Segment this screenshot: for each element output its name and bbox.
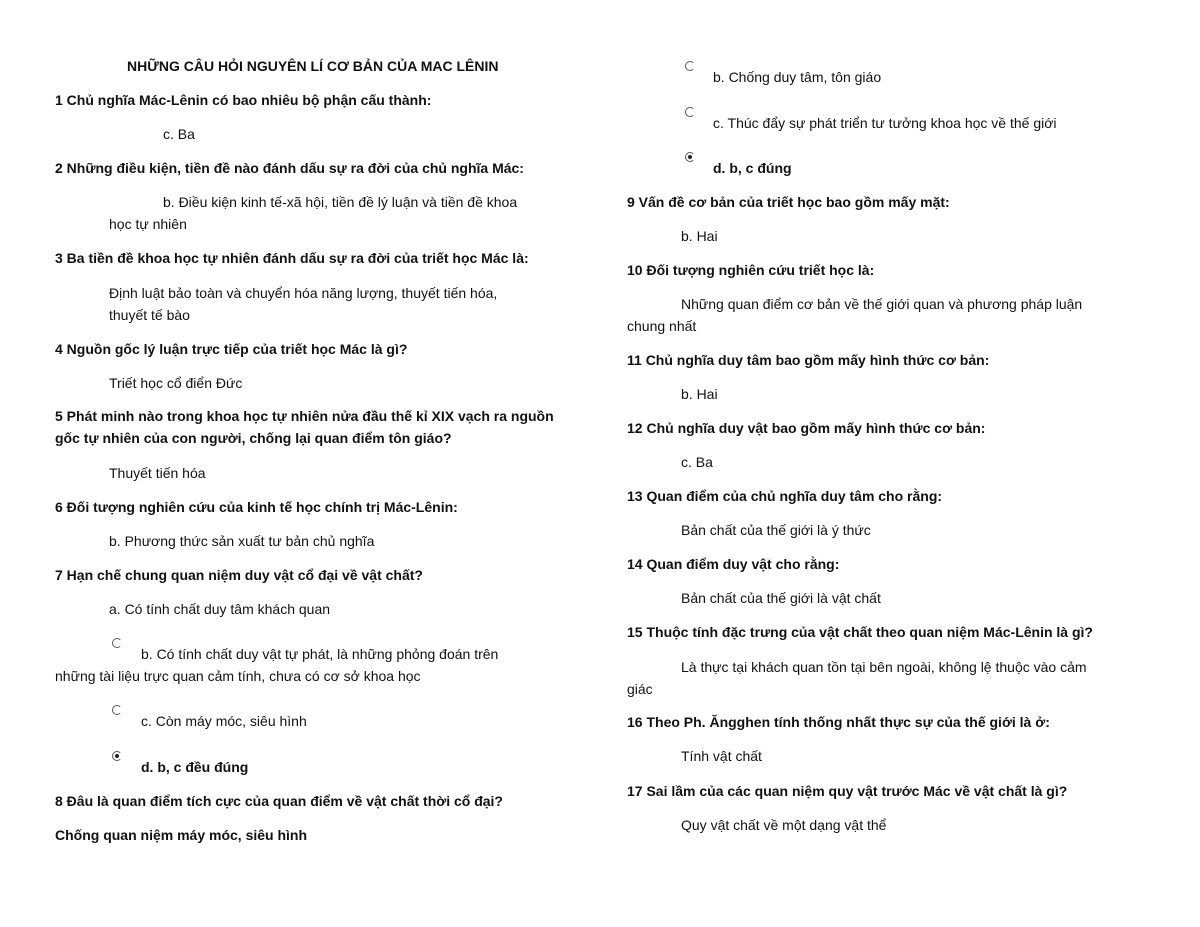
radio-8d-selected[interactable] [685, 152, 695, 162]
answer-9: b. Hai [681, 228, 718, 244]
option-7b-line2: những tài liệu trực quan cảm tính, chưa có cơ sở khoa học [55, 668, 421, 684]
question-7: 7 Hạn chế chung quan niệm duy vật cổ đại về vật chất? [55, 567, 423, 583]
answer-2-line2: học tự nhiên [109, 216, 187, 232]
radio-8c[interactable] [685, 107, 695, 117]
question-4: 4 Nguồn gốc lý luận trực tiếp của triết học Mác là gì? [55, 341, 408, 357]
question-2: 2 Những điều kiện, tiền đề nào đánh dấu sự ra đời của chủ nghĩa Mác: [55, 160, 524, 176]
question-13: 13 Quan điểm của chủ nghĩa duy tâm cho rằng: [627, 488, 943, 504]
option-8a: Chống quan niệm máy móc, siêu hình [55, 827, 308, 843]
question-12: 12 Chủ nghĩa duy vật bao gồm mấy hình thức cơ bản: [627, 420, 986, 436]
question-8: 8 Đâu là quan điểm tích cực của quan điểm về vật chất thời cổ đại? [55, 793, 503, 809]
answer-14: Bản chất của thế giới là vật chất [681, 590, 881, 606]
option-8b: b. Chống duy tâm, tôn giáo [713, 69, 882, 85]
question-5-line2: gốc tự nhiên của con người, chống lại quan điểm tôn giáo? [55, 430, 452, 446]
answer-2-line1: b. Điều kiện kinh tế-xã hội, tiền đề lý luận và tiền đề khoa [163, 194, 518, 210]
answer-10-line2: chung nhất [627, 318, 697, 334]
radio-7d-selected[interactable] [112, 751, 122, 761]
question-14: 14 Quan điểm duy vật cho rằng: [627, 556, 840, 572]
question-17: 17 Sai lầm của các quan niệm quy vật trước Mác về vật chất là gì? [627, 783, 1068, 799]
answer-10-line1: Những quan điểm cơ bản về thế giới quan và phương pháp luận [681, 296, 1083, 312]
answer-4: Triết học cổ điển Đức [109, 375, 243, 391]
radio-8b[interactable] [685, 61, 695, 71]
question-3: 3 Ba tiền đề khoa học tự nhiên đánh dấu sự ra đời của triết học Mác là: [55, 250, 529, 266]
answer-3-line2: thuyết tế bào [109, 307, 190, 323]
question-1: 1 Chủ nghĩa Mác-Lênin có bao nhiêu bộ phận cấu thành: [55, 92, 432, 108]
question-9: 9 Vấn đề cơ bản của triết học bao gồm mấy mặt: [627, 194, 950, 210]
page-title: NHỮNG CÂU HỎI NGUYÊN LÍ CƠ BẢN CỦA MAC LÊNIN [127, 58, 499, 74]
answer-11: b. Hai [681, 386, 718, 402]
question-16: 16 Theo Ph. Ăngghen tính thống nhất thực sự của thế giới là ở: [627, 714, 1050, 730]
answer-15-line1: Là thực tại khách quan tồn tại bên ngoài, không lệ thuộc vào cảm [681, 659, 1087, 675]
option-7d: d. b, c đều đúng [141, 759, 249, 775]
answer-15-line2: giác [627, 681, 653, 697]
radio-7c[interactable] [112, 705, 122, 715]
question-6: 6 Đối tượng nghiên cứu của kinh tế học chính trị Mác-Lênin: [55, 499, 458, 515]
radio-7b[interactable] [112, 638, 122, 648]
question-10: 10 Đối tượng nghiên cứu triết học là: [627, 262, 875, 278]
answer-13: Bản chất của thế giới là ý thức [681, 522, 871, 538]
option-7a: a. Có tính chất duy tâm khách quan [109, 601, 331, 617]
answer-12: c. Ba [681, 454, 713, 470]
option-7b-line1: b. Có tính chất duy vật tự phát, là những phỏng đoán trên [141, 646, 499, 662]
answer-5: Thuyết tiến hóa [109, 465, 206, 481]
answer-16: Tính vật chất [681, 748, 762, 764]
question-15: 15 Thuộc tính đặc trưng của vật chất theo quan niệm Mác-Lênin là gì? [627, 624, 1093, 640]
question-5-line1: 5 Phát minh nào trong khoa học tự nhiên nửa đầu thế kỉ XIX vạch ra nguồn [55, 408, 554, 424]
answer-17: Quy vật chất về một dạng vật thể [681, 817, 887, 833]
option-7c: c. Còn máy móc, siêu hình [141, 713, 307, 729]
answer-3-line1: Định luật bảo toàn và chuyển hóa năng lượng, thuyết tiến hóa, [109, 285, 498, 301]
answer-6: b. Phương thức sản xuất tư bản chủ nghĩa [109, 533, 375, 549]
option-8c: c. Thúc đẩy sự phát triển tư tưởng khoa học về thế giới [713, 115, 1057, 131]
option-8d: d. b, c đúng [713, 160, 792, 176]
question-11: 11 Chủ nghĩa duy tâm bao gồm mấy hình thức cơ bản: [627, 352, 990, 368]
answer-1: c. Ba [163, 126, 195, 142]
